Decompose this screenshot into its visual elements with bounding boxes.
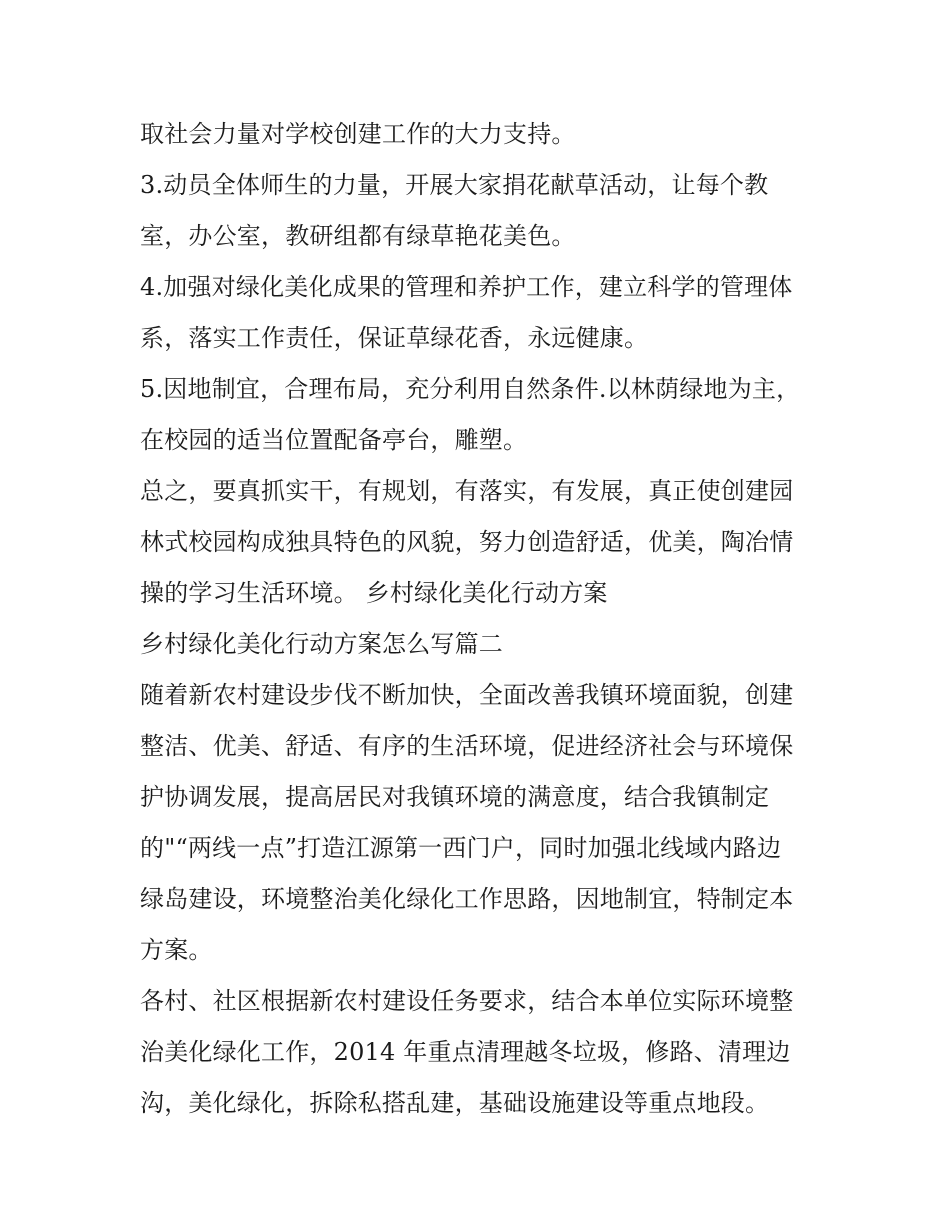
text-line: 随着新农村建设步伐不断加快，全面改善我镇环境面貌，创建 (140, 681, 794, 709)
text-line: 室，办公室，教研组都有绿草艳花美色。 (140, 222, 576, 250)
text-line: 绿岛建设，环境整治美化绿化工作思路，因地制宜，特制定本 (140, 885, 794, 913)
text-line: 林式校园构成独具特色的风貌，努力创造舒适，优美，陶冶情 (140, 528, 794, 556)
text-line: 治美化绿化工作，2014 年重点清理越冬垃圾，修路、清理边 (140, 1038, 791, 1066)
text-line: 3.动员全体师生的力量，开展大家捐花献草活动，让每个教 (140, 171, 769, 199)
text-line: 在校园的适当位置配备亭台，雕塑。 (140, 426, 528, 454)
text-line: 的"“两线一点”打造江源第一西门户，同时加强北线域内路边 (140, 834, 782, 862)
text-line: 整洁、优美、舒适、有序的生活环境，促进经济社会与环境保 (140, 732, 794, 760)
text-line: 4.加强对绿化美化成果的管理和养护工作，建立科学的管理体 (140, 273, 793, 301)
document-body (140, 109, 830, 1129)
text-line: 取社会力量对学校创建工作的大力支持。 (140, 120, 576, 148)
text-line: 系，落实工作责任，保证草绿花香，永远健康。 (140, 324, 649, 352)
text-line: 总之，要真抓实干，有规划，有落实，有发展，真正使创建园 (140, 477, 794, 505)
text-line: 操的学习生活环境。 乡村绿化美化行动方案 (140, 579, 608, 607)
text-line: 5.因地制宜，合理布局，充分利用自然条件.以林荫绿地为主， (140, 375, 801, 403)
text-line: 沟，美化绿化，拆除私搭乱建，基础设施建设等重点地段。 (140, 1089, 770, 1117)
section-heading: 乡村绿化美化行动方案怎么写篇二 (140, 630, 503, 658)
text-line: 各村、社区根据新农村建设任务要求，结合本单位实际环境整 (140, 987, 794, 1015)
text-line: 方案。 (140, 936, 213, 964)
text-line: 护协调发展，提高居民对我镇环境的满意度，结合我镇制定 (140, 783, 770, 811)
